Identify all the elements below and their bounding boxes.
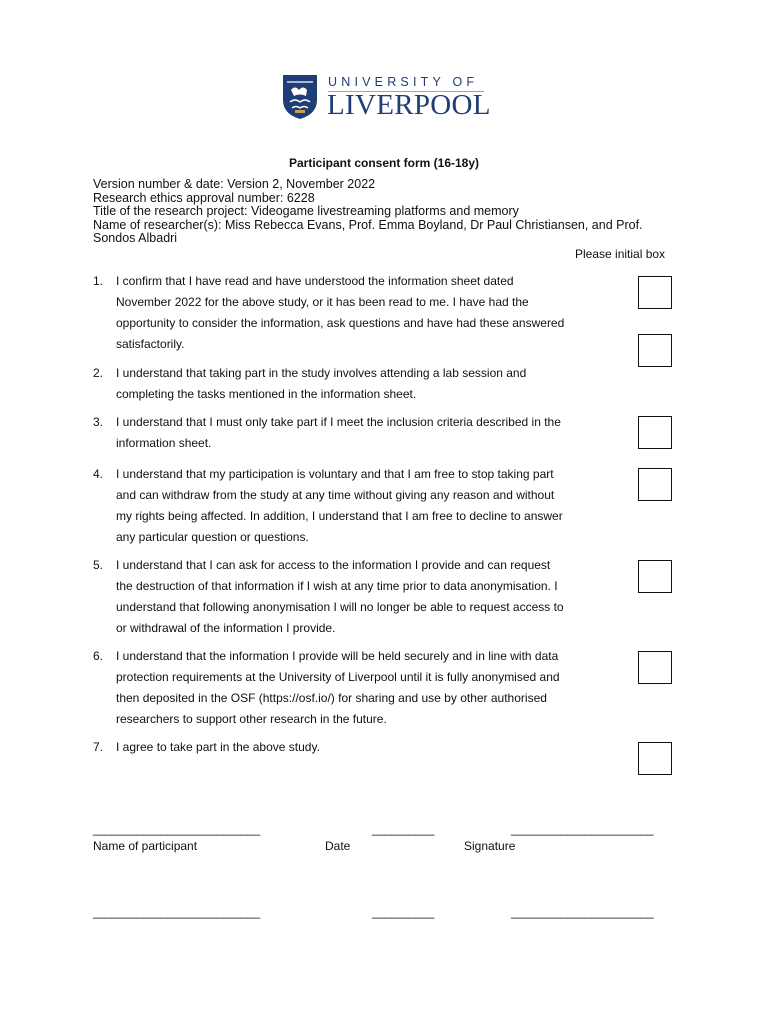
item-number: 1. [93, 274, 104, 288]
item-number: 7. [93, 740, 104, 754]
initial-box-3[interactable] [638, 416, 672, 449]
item-text-line: information sheet. [116, 436, 212, 450]
second-signature-line[interactable]: _______________________ [511, 905, 653, 919]
researchers-line-cont: Sondos Albadri [93, 231, 178, 245]
signature-label: Signature [464, 839, 516, 853]
logo-main-text: LIVERPOOL [327, 89, 491, 121]
item-text-line: and can withdraw from the study at any time without giving any reason and without [116, 488, 555, 502]
initial-box-2[interactable] [638, 334, 672, 367]
item-text-line: I confirm that I have read and have understood the information sheet dated [116, 274, 514, 288]
second-date-line[interactable]: __________ [372, 905, 434, 919]
item-text-line: protection requirements at the University of Liverpool until it is fully anonymised and [116, 670, 560, 684]
item-text-line: my rights being affected. In addition, I understand that I am free to decline to answer [116, 509, 563, 523]
form-title: Participant consent form (16-18y) [288, 156, 480, 170]
item-text-line: I understand that taking part in the study involves attending a lab session and [116, 366, 527, 380]
university-logo [282, 74, 492, 126]
initial-box-label: Please initial box [575, 247, 666, 261]
logo-top-text: UNIVERSITY OF [328, 75, 479, 89]
item-number: 5. [93, 558, 104, 572]
item-text-line: the destruction of that information if I wish at any time prior to data anonymisation. I [116, 579, 558, 593]
initial-box-4[interactable] [638, 468, 672, 501]
date-label: Date [325, 839, 351, 853]
initial-box-7[interactable] [638, 742, 672, 775]
university-crest-icon [282, 74, 318, 120]
version-line: Version number & date: Version 2, November 2022 [93, 177, 376, 191]
item-text-line: completing the tasks mentioned in the information sheet. [116, 387, 417, 401]
participant-name-line[interactable]: ___________________________ [93, 822, 260, 836]
ethics-number-line: Research ethics approval number: 6228 [93, 190, 315, 205]
researchers-line: Name of researcher(s): Miss Rebecca Evans, Prof. Emma Boyland, Dr Paul Christiansen, and Prof. [93, 217, 643, 232]
initial-box-5[interactable] [638, 560, 672, 593]
name-of-participant-label: Name of participant [93, 839, 198, 853]
item-number: 4. [93, 467, 104, 481]
item-text-line: I understand that I can ask for access to the information I provide and can request [116, 558, 551, 572]
item-text-line: November 2022 for the above study, or it has been read to me. I have had the [116, 295, 529, 309]
item-text-line: researchers to support other research in the future. [116, 712, 387, 726]
item-text-line: I agree to take part in the above study. [116, 740, 320, 754]
item-text-line: any particular question or questions. [116, 530, 309, 544]
item-text-line: I understand that I must only take part if I meet the inclusion criteria described in the [116, 415, 561, 429]
item-text-line: I understand that the information I provide will be held securely and in line with data [116, 649, 559, 663]
item-text-line: I understand that my participation is voluntary and that I am free to stop taking part [116, 467, 554, 481]
initial-box-6[interactable] [638, 651, 672, 684]
item-text-line: opportunity to consider the information, ask questions and have had these answered [116, 316, 565, 330]
participant-signature-line[interactable]: _______________________ [511, 822, 653, 836]
item-text-line: understand that following anonymisation I will no longer be able to request access to [116, 600, 564, 614]
item-number: 6. [93, 649, 104, 663]
second-name-line[interactable]: ___________________________ [93, 905, 260, 919]
project-title-line: Title of the research project: Videogame livestreaming platforms and memory [93, 204, 519, 218]
item-text-line: or withdrawal of the information I provide. [116, 621, 336, 635]
initial-box-1[interactable] [638, 276, 672, 309]
item-number: 2. [93, 366, 104, 380]
item-text-line: satisfactorily. [116, 337, 185, 351]
item-number: 3. [93, 415, 104, 429]
item-text-line: then deposited in the OSF (https://osf.io/) for sharing and use by other authorised [116, 691, 547, 705]
participant-date-line[interactable]: __________ [372, 822, 434, 836]
